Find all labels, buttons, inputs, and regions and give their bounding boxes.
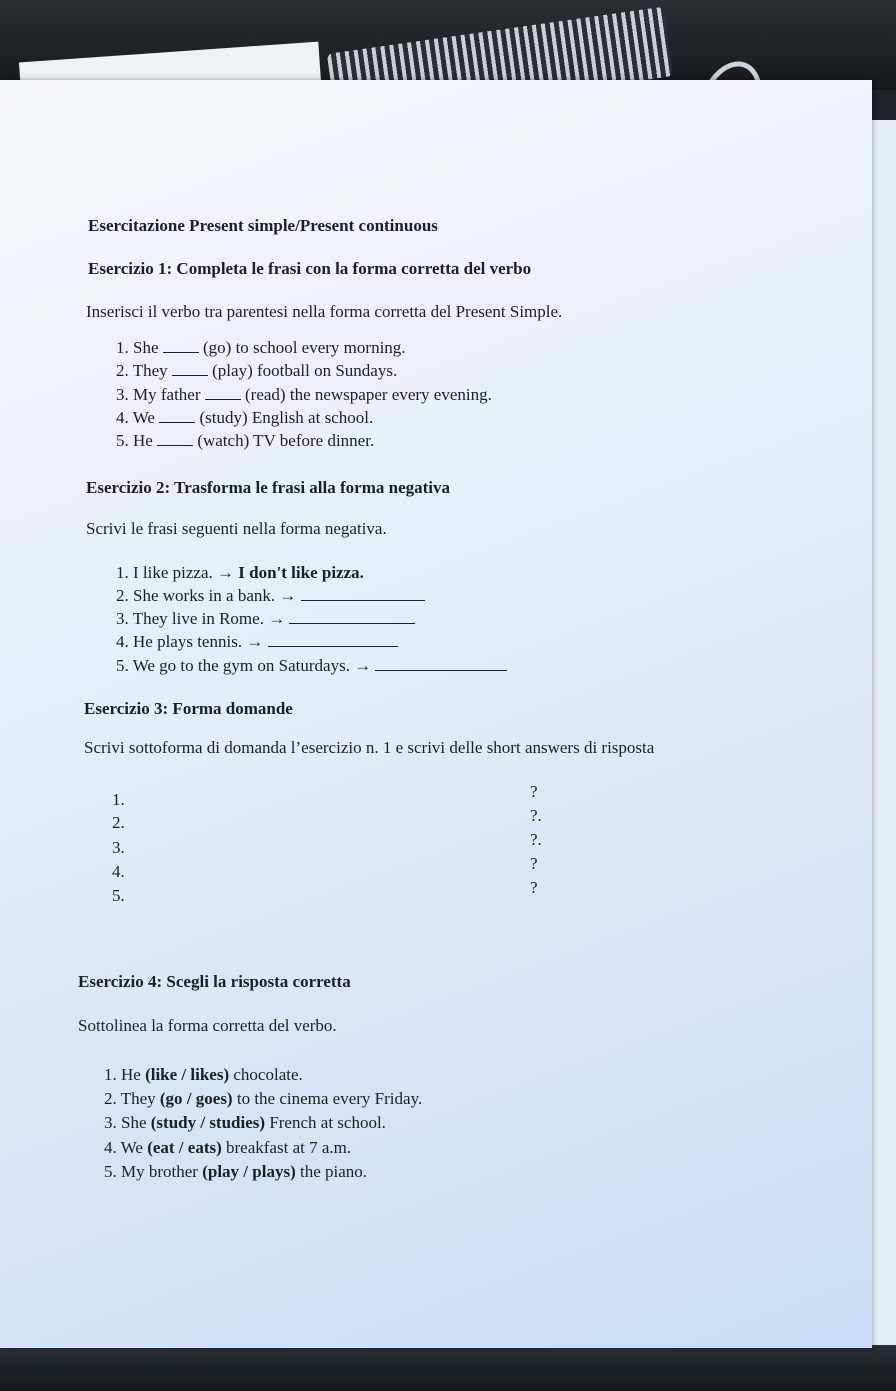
answer-blank[interactable] — [205, 385, 241, 400]
item-number: 3. — [116, 609, 129, 628]
exercise4-item — [104, 1113, 386, 1133]
item-text: I like pizza. → — [133, 563, 235, 582]
item-number: 4. — [104, 1138, 117, 1157]
exercise3-item-number: 5. — [112, 886, 125, 905]
exercise1-item — [116, 361, 397, 381]
answer-blank[interactable] — [375, 656, 507, 671]
exercise1-item — [116, 338, 406, 358]
verb-choice[interactable]: (like / likes) — [145, 1065, 230, 1084]
item-subject: She — [133, 338, 159, 357]
answer-blank[interactable] — [172, 361, 208, 376]
exercise1-item — [116, 408, 373, 428]
question-mark: ?. — [530, 806, 542, 825]
item-number: 1. — [116, 338, 129, 357]
exercise4-item — [104, 1138, 351, 1158]
exercise2-item — [116, 632, 398, 652]
exercise4-item — [104, 1065, 303, 1085]
item-text: to the cinema every Friday. — [236, 1089, 423, 1108]
verb-choice[interactable]: (study / studies) — [150, 1113, 266, 1132]
item-number: 3. — [104, 1113, 117, 1132]
item-number: 5. — [116, 656, 129, 675]
item-text: He plays tennis. → — [133, 632, 264, 651]
item-text: chocolate. — [233, 1065, 303, 1084]
exercise4-heading: Esercizio 4: Scegli la risposta corretta — [78, 972, 351, 991]
item-text: My brother — [121, 1162, 198, 1181]
question-mark: ?. — [530, 830, 542, 849]
item-text: He — [121, 1065, 141, 1084]
item-number: 1. — [116, 563, 129, 582]
exercise3-heading: Esercizio 3: Forma domande — [84, 699, 293, 718]
answer-blank[interactable] — [268, 632, 398, 647]
exercise1-instruction-text: Inserisci il verbo tra parentesi nella forma corretta del Present Simple. — [86, 302, 563, 321]
item-text: We — [120, 1138, 143, 1157]
item-text: (watch) TV before dinner. — [197, 431, 375, 450]
exercise1-item — [116, 385, 492, 405]
verb-choice[interactable]: (eat / eats) — [147, 1138, 222, 1157]
exercise2-heading: Esercizio 2: Trasforma le frasi alla forma negativa — [86, 478, 450, 497]
item-number: 5. — [104, 1162, 117, 1181]
exercise4-instruction: Sottolinea la forma corretta del verbo. — [78, 1016, 337, 1035]
exercise3-instruction: Scrivi sottoforma di domanda l’esercizio n. 1 e scrivi delle short answers di risposta — [84, 738, 655, 757]
item-subject: They — [132, 361, 168, 380]
item-text: (study) English at school. — [199, 408, 374, 427]
exercise2-item — [116, 586, 425, 606]
item-number: 4. — [116, 408, 129, 427]
item-text: They live in Rome. → — [132, 609, 286, 628]
answer-blank[interactable] — [163, 338, 199, 353]
item-number: 4. — [116, 632, 129, 651]
verb-choice[interactable]: (go / goes) — [159, 1089, 233, 1108]
item-number: 2. — [116, 586, 129, 605]
answer-blank[interactable] — [289, 609, 415, 624]
item-text: (play) football on Sundays. — [212, 361, 398, 380]
item-text: French at school. — [269, 1113, 386, 1132]
exercise2-item — [116, 563, 364, 583]
item-text: They — [120, 1089, 156, 1108]
question-mark: ? — [530, 854, 538, 873]
exercise4-item — [104, 1089, 422, 1109]
exercise3-item-number: 4. — [112, 862, 125, 881]
question-mark: ? — [530, 878, 538, 897]
item-text: the piano. — [300, 1162, 368, 1181]
exercise2-item — [116, 656, 507, 676]
answer-blank[interactable] — [301, 586, 425, 601]
example-answer: I don't like pizza. — [238, 563, 364, 582]
item-text: She — [121, 1113, 147, 1132]
answer-blank[interactable] — [157, 431, 193, 446]
item-number: 1. — [104, 1065, 117, 1084]
item-text: breakfast at 7 a.m. — [226, 1138, 352, 1157]
exercise4-item — [104, 1162, 367, 1182]
question-mark: ? — [530, 782, 538, 801]
exercise2-instruction: Scrivi le frasi seguenti nella forma negativa. — [86, 519, 387, 538]
item-subject: My father — [133, 385, 201, 404]
exercise1-instruction — [86, 302, 562, 322]
item-number: 2. — [104, 1089, 117, 1108]
item-text: She works in a bank. → — [133, 586, 297, 605]
exercise1-item — [116, 431, 374, 451]
exercise3-item-number: 2. — [112, 813, 125, 832]
exercise3-item-number: 3. — [112, 838, 125, 857]
item-text: (read) the newspaper every evening. — [245, 385, 492, 404]
page-title: Esercitazione Present simple/Present continuous — [88, 216, 438, 235]
item-text: We go to the gym on Saturdays. → — [132, 656, 372, 675]
verb-choice[interactable]: (play / plays) — [202, 1162, 296, 1181]
item-number: 3. — [116, 385, 129, 404]
exercise3-item-number: 1. — [112, 790, 125, 809]
item-number: 5. — [116, 431, 129, 450]
exercise1-heading: Esercizio 1: Completa le frasi con la forma corretta del verbo — [88, 259, 532, 278]
item-number: 2. — [116, 361, 129, 380]
exercise2-item — [116, 609, 415, 629]
answer-blank[interactable] — [159, 408, 195, 423]
item-subject: We — [132, 408, 155, 427]
item-subject: He — [133, 431, 153, 450]
item-text: (go) to school every morning. — [203, 338, 406, 357]
